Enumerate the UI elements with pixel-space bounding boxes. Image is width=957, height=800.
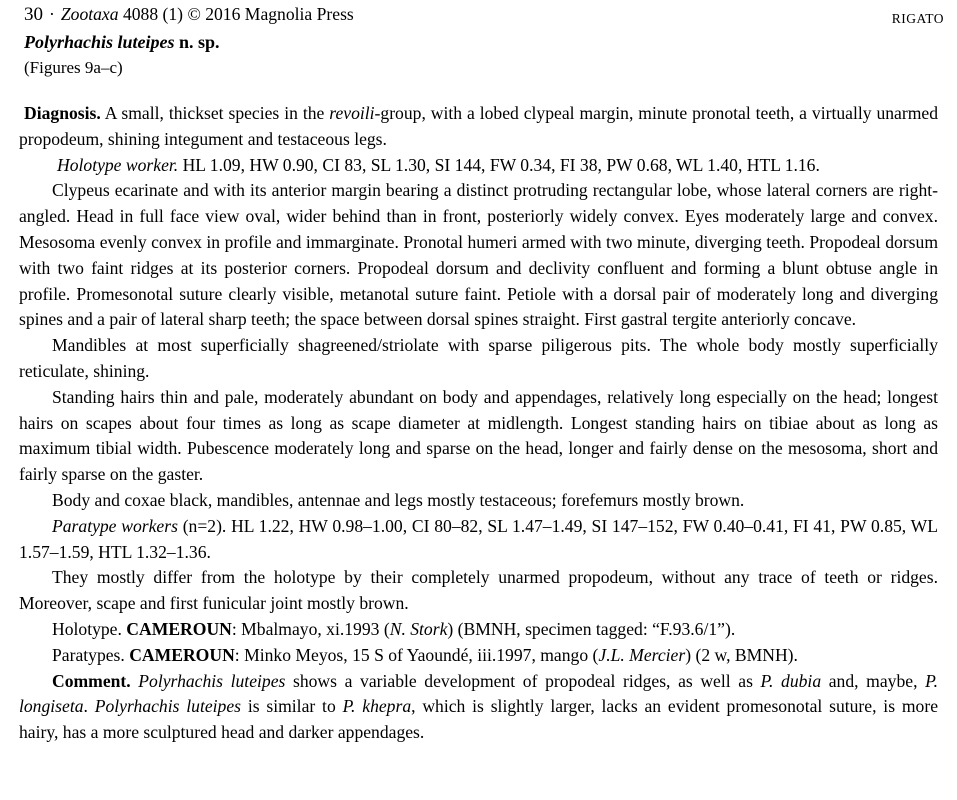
comment-species-3: P. longiseta bbox=[19, 670, 938, 717]
paratypes-label: Paratypes. bbox=[52, 644, 125, 665]
sculpture-paragraph: Mandibles at most superficially shagreened/striolate with sparse piligerous pits. The whole body mostly superficially reticulate, shining. bbox=[19, 335, 938, 381]
paratypes-material-paragraph bbox=[19, 643, 938, 669]
comment-species-5: P. khepra bbox=[342, 696, 412, 717]
comment-species-1: Polyrhachis luteipes bbox=[138, 670, 286, 691]
species-name: Polyrhachis luteipes bbox=[24, 32, 175, 52]
paratypes-depository: ) (2 w, BMNH). bbox=[685, 644, 798, 665]
copyright: © 2016 Magnolia Press bbox=[187, 4, 354, 24]
comment-species-4: Polyrhachis luteipes bbox=[94, 696, 241, 717]
species-group: revoili bbox=[329, 103, 375, 123]
species-status: n. sp. bbox=[179, 32, 220, 52]
comment-paragraph bbox=[19, 669, 938, 746]
differences-paragraph: They mostly differ from the holotype by their completely unarmed propodeum, without any trace of teeth or ridges. Moreover, scape and first funicular joint mostly brown. bbox=[19, 567, 938, 614]
holotype-country: CAMEROUN bbox=[126, 618, 232, 639]
species-title bbox=[24, 30, 220, 56]
comment-label: Comment. bbox=[52, 670, 131, 691]
holotype-material-paragraph bbox=[19, 617, 938, 643]
page-number: 30 bbox=[24, 4, 43, 25]
diagnosis-label: Diagnosis. bbox=[24, 103, 101, 123]
diagnosis-text: A small, thickset species in the bbox=[104, 103, 325, 123]
paratypes-country: CAMEROUN bbox=[129, 644, 235, 665]
paratypes-locality: : Minko Meyos, 15 S of Yaoundé, iii.1997, mango ( bbox=[234, 644, 599, 665]
comment-text-5: , which is slightly larger, lacks an evident promesonotal suture, is more hairy, has a more sculptured head and darker appendages. bbox=[19, 696, 939, 743]
diagnosis-paragraph bbox=[19, 101, 938, 153]
holotype-label: Holotype. bbox=[52, 618, 122, 639]
page-header bbox=[24, 2, 944, 26]
comment-text-1: shows a variable development of propodeal ridges, as well as bbox=[292, 670, 753, 691]
journal-issue: 4088 (1) bbox=[122, 4, 184, 24]
comment-text-2: and, maybe, bbox=[828, 670, 918, 691]
holotype-locality: : Mbalmayo, xi.1993 ( bbox=[231, 618, 390, 639]
holotype-collector: N. Stork bbox=[389, 618, 448, 639]
journal-name: Zootaxa bbox=[60, 4, 119, 24]
figures-reference: (Figures 9a–c) bbox=[24, 58, 123, 77]
separator-dot: · bbox=[49, 4, 55, 24]
comment-species-2: P. dubia bbox=[760, 670, 822, 691]
holotype-depository: ) (BMNH, specimen tagged: “F.93.6/1”). bbox=[447, 618, 736, 639]
paratype-workers-paragraph bbox=[19, 514, 938, 566]
colour-paragraph: Body and coxae black, mandibles, antennae and legs mostly testaceous; forefemurs mostly brown. bbox=[52, 489, 745, 510]
comment-text-4: is similar to bbox=[247, 696, 336, 717]
article-body bbox=[19, 101, 938, 746]
paratype-measurements: (n=2). HL 1.22, HW 0.98–1.00, CI 80–82, SL 1.47–1.49, SI 147–152, FW 0.40–0.41, FI 41, PW 0.85, WL 1.57–1.59, HTL 1.32–1.36. bbox=[19, 515, 938, 562]
comment-text-3: . bbox=[83, 696, 88, 717]
clypeus-paragraph: Clypeus ecarinate and with its anterior margin bearing a distinct protruding rectangular lobe, whose lateral corners are right-angled. Head in full face view oval, wider behind than in front, posteriorly widely convex. Eyes moderately large and convex. Mesosoma evenly convex in profile and immarginate. Pronotal humeri armed with two minute, diverging teeth. Propodeal dorsum with two faint ridges at its posterior corners. Propodeal dorsum and declivity confluent and forming a blunt obtuse angle in profile. Promesonotal suture clearly visible, metanotal suture faint. Petiole with a dorsal pair of moderately long and diverging spines and a pair of lateral sharp teeth; the space between dorsal spines straight. First gastral tergite anteriorly concave. bbox=[19, 180, 938, 330]
diagnosis-text-cont: -group, with a lobed clypeal margin, minute pronotal teeth, a virtually unarmed propodeum, shining integument and testaceous legs. bbox=[19, 103, 939, 149]
holotype-measurements: HL 1.09, HW 0.90, CI 83, SL 1.30, SI 144, FW 0.34, FI 38, PW 0.68, WL 1.40, HTL 1.16. bbox=[182, 154, 820, 175]
paratype-workers-label: Paratype workers bbox=[52, 515, 178, 536]
paratypes-collector: J.L. Mercier bbox=[598, 644, 686, 665]
running-author: RIGATO bbox=[891, 11, 944, 26]
holotype-worker-label: Holotype worker. bbox=[57, 154, 179, 175]
holotype-worker-paragraph bbox=[19, 153, 938, 179]
pilosity-paragraph: Standing hairs thin and pale, moderately abundant on body and appendages, relatively long especially on the head; longest hairs on scapes about four times as long as scape diameter at midlength. Longest standing hairs on tibiae about as long as maximum tibial width. Pubescence moderately long and sparse on the head, longer and fairly dense on the mesosoma, short and fairly sparse on the gaster. bbox=[19, 386, 938, 485]
